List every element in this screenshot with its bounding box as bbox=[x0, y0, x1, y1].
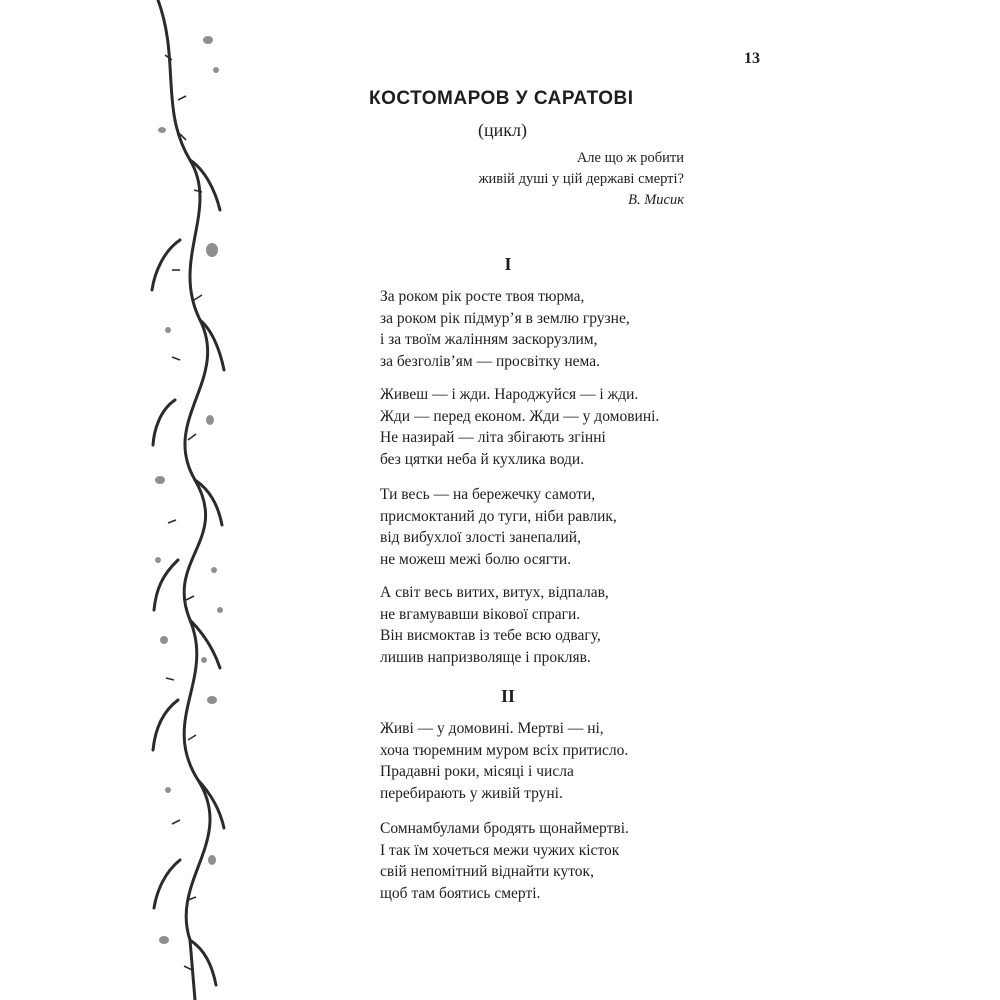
verse-line: хоча тюремним муром всіх притисло. bbox=[380, 741, 629, 759]
verse-line: свій непомітний віднайти куток, bbox=[380, 863, 594, 880]
verse-line: щоб там боятись смерті. bbox=[380, 884, 541, 902]
verse-line: за безголів’ям — просвітку нема. bbox=[380, 352, 601, 370]
poem-title: КОСТОМАРОВ У САРАТОВІ bbox=[369, 88, 634, 109]
verse-line: Не назирай — літа збігають згінні bbox=[380, 429, 606, 446]
verse-line: не можеш межі болю осягти. bbox=[380, 550, 572, 568]
verse-line: А світ весь витих, витух, відпалав, bbox=[380, 584, 609, 601]
verse-line: присмоктаний до туги, ніби равлик, bbox=[380, 507, 617, 525]
verse-line: перебирають у живій труні. bbox=[380, 784, 563, 802]
verse-line: За роком рік росте твоя тюрма, bbox=[380, 288, 585, 305]
epigraph bbox=[479, 148, 684, 211]
verse-line: Сомнамбулами бродять щонаймертві. bbox=[380, 820, 629, 837]
verse-line: не вгамувавши вікової спраги. bbox=[380, 605, 581, 623]
stanza bbox=[380, 582, 609, 668]
verse-line: без цятки неба й кухлика води. bbox=[380, 450, 585, 468]
verse-line: Ти весь — на бережечку самоти, bbox=[380, 486, 596, 503]
thorny-vine-illustration bbox=[150, 0, 230, 1000]
verse-line: Живеш — і жди. Народжуйся — і жди. bbox=[380, 386, 639, 403]
verse-line: Прадавні роки, місяці і числа bbox=[380, 763, 574, 780]
verse-line: лишив напризволяще і прокляв. bbox=[380, 648, 591, 666]
section-number: II bbox=[500, 686, 515, 706]
verse-line: за роком рік підмур’я в землю грузне, bbox=[380, 309, 630, 327]
verse-line: Він висмоктав із тебе всю одвагу, bbox=[380, 627, 601, 644]
epigraph-author: В. Мисик bbox=[628, 192, 684, 208]
stanza bbox=[380, 286, 630, 372]
stanza bbox=[380, 818, 629, 904]
verse-line: І так їм хочеться межи чужих кісток bbox=[380, 841, 620, 859]
section-number: I bbox=[504, 254, 512, 274]
verse-line: і за твоїм жалінням заскорузлим, bbox=[380, 331, 598, 348]
epigraph-line: Але що ж робити bbox=[576, 150, 684, 166]
page-number: 13 bbox=[744, 50, 760, 67]
stanza bbox=[380, 718, 628, 804]
verse-line: Живі — у домовині. Мертві — ні, bbox=[380, 720, 604, 737]
verse-line: від вибухлої злості занепалий, bbox=[380, 529, 581, 546]
stanza bbox=[380, 484, 617, 570]
stanza bbox=[380, 384, 659, 470]
poem-subtitle: (цикл) bbox=[478, 120, 527, 140]
verse-line: Жди — перед економ. Жди — у домовині. bbox=[380, 407, 660, 425]
epigraph-line: живій душі у цій державі смерті? bbox=[478, 171, 684, 187]
